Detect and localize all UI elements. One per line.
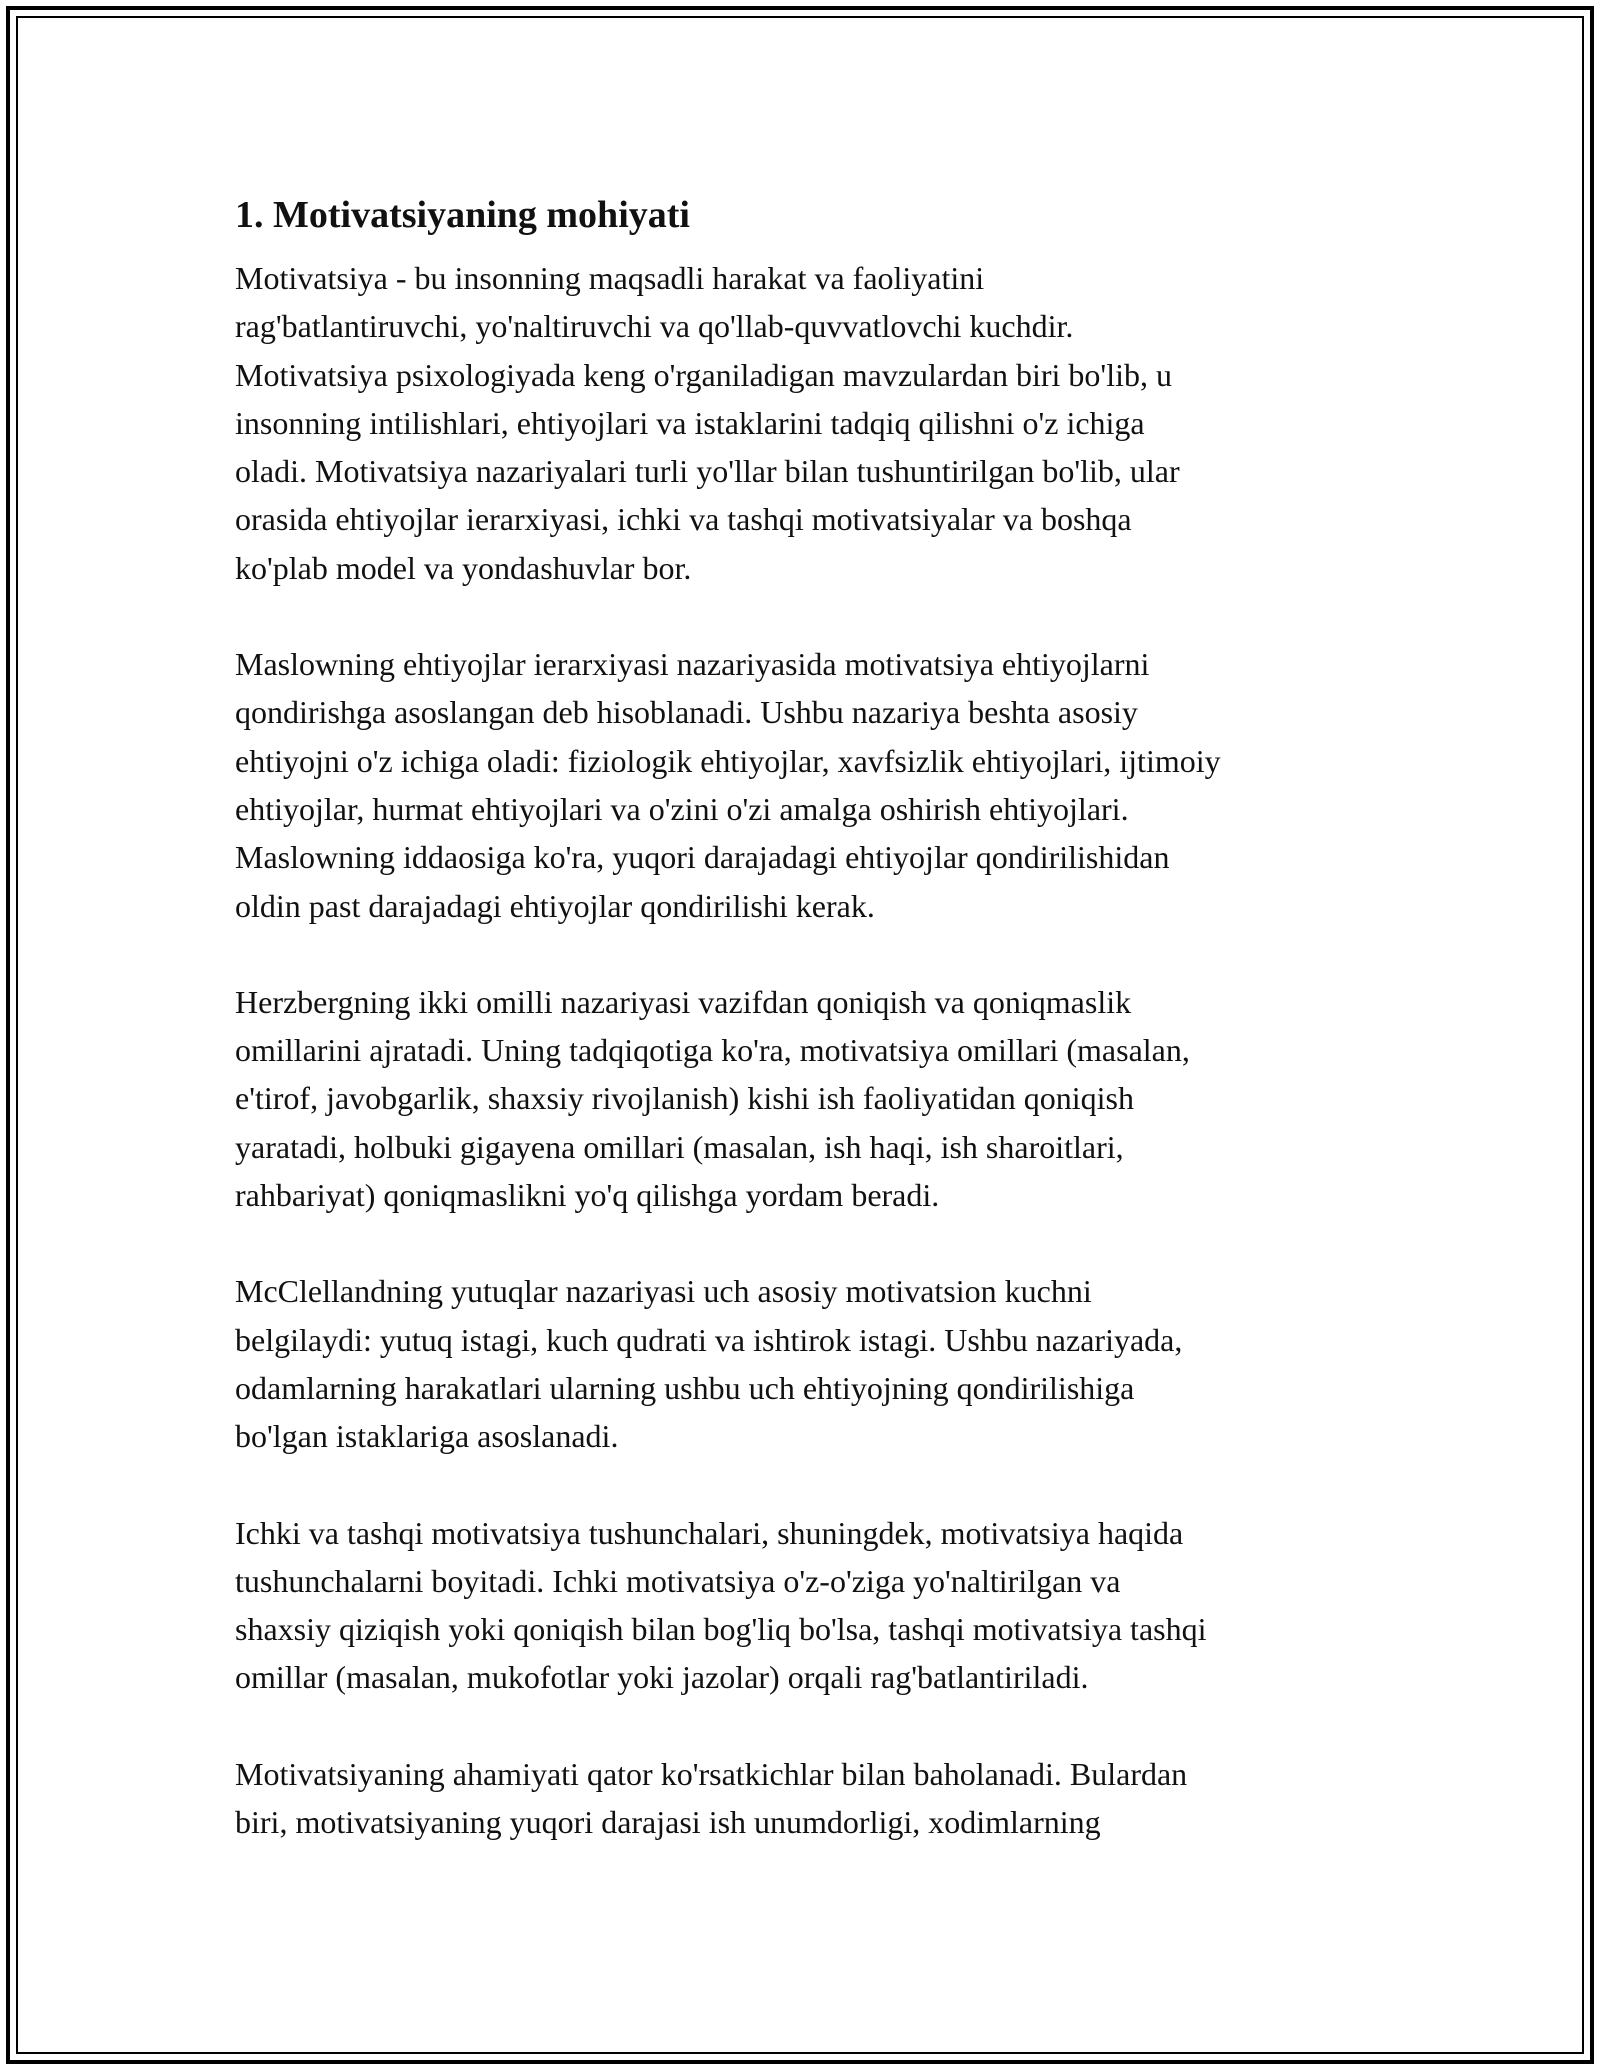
text-line: shaxsiy qiziqish yoki qoniqish bilan bog'liq bo'lsa, tashqi motivatsiya tashqi [235,1611,1207,1648]
text-line: biri, motivatsiyaning yuqori darajasi ish unumdorligi, xodimlarning [235,1804,1101,1841]
text-line: Herzbergning ikki omilli nazariyasi vazifdan qoniqish va qoniqmaslik [235,983,1132,1020]
document-body [235,182,1385,1894]
text-line: ko'plab model va yondashuvlar bor. [235,549,692,586]
text-line: Maslowning iddaosiga ko'ra, yuqori darajadagi ehtiyojlar qondirilishidan [235,839,1170,876]
text-line: bo'lgan istaklariga asoslanadi. [235,1418,619,1455]
text-line: omillar (masalan, mukofotlar yoki jazolar) orqali rag'batlantiriladi. [235,1659,1089,1696]
text-line: insonning intilishlari, ehtiyojlari va istaklarini tadqiq qilishni o'z ichiga [235,404,1145,441]
text-line: rag'batlantiruvchi, yo'naltiruvchi va qo'llab-quvvatlovchi kuchdir. [235,308,1074,345]
text-line: ehtiyojni o'z ichiga oladi: fiziologik ehtiyojlar, xavfsizlik ehtiyojlari, ijtimoiy [235,742,1221,779]
paragraph-list [235,254,1385,1846]
text-line: oldin past darajadagi ehtiyojlar qondirilishi kerak. [235,887,875,924]
text-line: Ichki va tashqi motivatsiya tushunchalari, shuningdek, motivatsiya haqida [235,1514,1184,1551]
text-line: e'tirof, javobgarlik, shaxsiy rivojlanish) kishi ish faoliyatidan qoniqish [235,1080,1134,1117]
text-line: qondirishga asoslangan deb hisoblanadi. Ushbu nazariya beshta asosiy [235,694,1138,731]
text-line: belgilaydi: yutuq istagi, kuch qudrati va ishtirok istagi. Ushbu nazariyada, [235,1321,1183,1358]
text-line: odamlarning harakatlari ularning ushbu uch ehtiyojning qondirilishiga [235,1369,1135,1406]
text-line: ehtiyojlar, hurmat ehtiyojlari va o'zini o'zi amalga oshirish ehtiyojlari. [235,790,1129,827]
text-line: McClellandning yutuqlar nazariyasi uch asosiy motivatsion kuchni [235,1273,1092,1310]
paragraph [235,1267,1385,1460]
text-line: tushunchalarni boyitadi. Ichki motivatsiya o'z-o'ziga yo'naltirilgan va [235,1562,1121,1599]
text-line: Motivatsiya psixologiyada keng o'rganiladigan mavzulardan biri bo'lib, u [235,356,1172,393]
text-line: Motivatsiya - bu insonning maqsadli harakat va faoliyatini [235,260,985,296]
text-line: orasida ehtiyojlar ierarxiyasi, ichki va tashqi motivatsiyalar va boshqa [235,501,1132,538]
paragraph [235,1509,1385,1702]
section-heading: 1. Motivatsiyaning mohiyati [235,194,690,236]
text-line: omillarini ajratadi. Uning tadqiqotiga ko'ra, motivatsiya omillari (masalan, [235,1032,1190,1069]
text-line: Maslowning ehtiyojlar ierarxiyasi nazariyasida motivatsiya ehtiyojlarni [235,646,1150,683]
text-line: yaratadi, holbuki gigayena omillari (masalan, ish haqi, ish sharoitlari, [235,1128,1124,1165]
paragraph [235,978,1385,1219]
text-line: rahbariyat) qoniqmaslikni yo'q qilishga yordam beradi. [235,1177,940,1214]
text-line: Motivatsiyaning ahamiyati qator ko'rsatkichlar bilan baholanadi. Bulardan [235,1755,1188,1792]
paragraph [235,640,1385,930]
text-line: oladi. Motivatsiya nazariyalari turli yo'llar bilan tushuntirilgan bo'lib, ular [235,453,1180,490]
paragraph [235,254,1385,592]
paragraph [235,1750,1385,1847]
